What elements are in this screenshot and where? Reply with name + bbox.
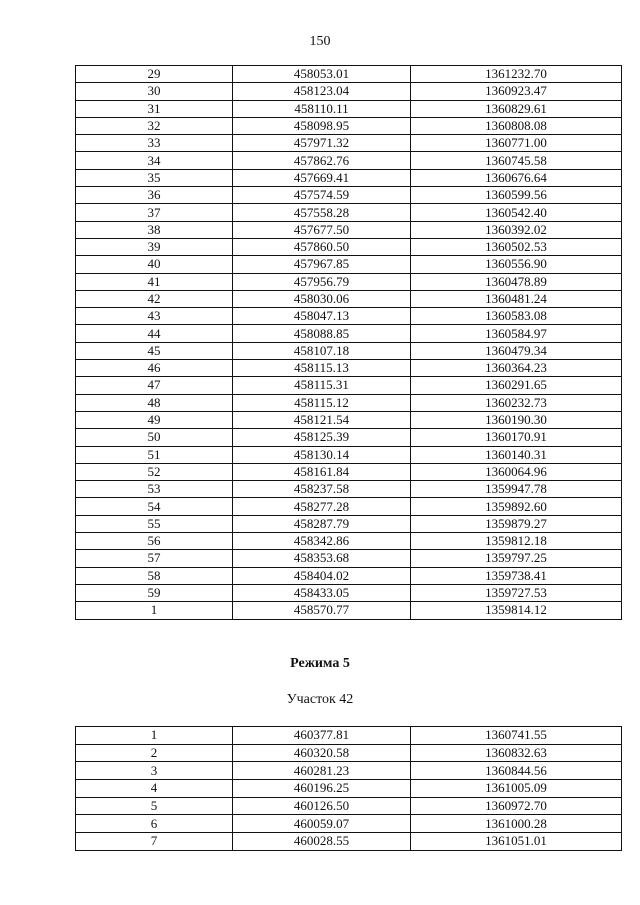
point-number-cell: 50	[76, 429, 233, 446]
table-row	[76, 135, 622, 152]
y-coordinate-cell: 1360364.23	[411, 360, 622, 377]
y-coordinate-cell: 1360170.91	[411, 429, 622, 446]
table-row	[76, 290, 622, 307]
x-coordinate-cell: 458287.79	[233, 515, 411, 532]
regime-heading: Режима 5	[290, 656, 350, 671]
table-row	[76, 463, 622, 480]
table-row	[76, 204, 622, 221]
x-coordinate-cell: 458130.14	[233, 446, 411, 463]
x-coordinate-cell: 460028.55	[233, 833, 411, 851]
x-coordinate-cell: 457669.41	[233, 169, 411, 186]
point-number-cell: 42	[76, 290, 233, 307]
x-coordinate-cell: 458107.18	[233, 342, 411, 359]
y-coordinate-cell: 1360392.02	[411, 221, 622, 238]
y-coordinate-cell: 1360064.96	[411, 463, 622, 480]
x-coordinate-cell: 457971.32	[233, 135, 411, 152]
y-coordinate-cell: 1360832.63	[411, 744, 622, 762]
x-coordinate-cell: 458047.13	[233, 308, 411, 325]
y-coordinate-cell: 1360771.00	[411, 135, 622, 152]
point-number-cell: 31	[76, 100, 233, 117]
x-coordinate-cell: 457677.50	[233, 221, 411, 238]
point-number-cell: 49	[76, 411, 233, 428]
y-coordinate-cell: 1360972.70	[411, 797, 622, 815]
x-coordinate-cell: 458237.58	[233, 481, 411, 498]
table-row	[76, 221, 622, 238]
point-number-cell: 57	[76, 550, 233, 567]
x-coordinate-cell: 458404.02	[233, 567, 411, 584]
table-row	[76, 273, 622, 290]
x-coordinate-cell: 457956.79	[233, 273, 411, 290]
table-row	[76, 100, 622, 117]
y-coordinate-cell: 1360808.08	[411, 117, 622, 134]
x-coordinate-cell: 458115.12	[233, 394, 411, 411]
x-coordinate-cell: 460377.81	[233, 727, 411, 745]
point-number-cell: 45	[76, 342, 233, 359]
y-coordinate-cell: 1360140.31	[411, 446, 622, 463]
y-coordinate-cell: 1360478.89	[411, 273, 622, 290]
table-row	[76, 833, 622, 851]
coordinates-table-2	[75, 726, 622, 851]
point-number-cell: 46	[76, 360, 233, 377]
table-row	[76, 481, 622, 498]
table-row	[76, 377, 622, 394]
y-coordinate-cell: 1360542.40	[411, 204, 622, 221]
plot-heading: Участок 42	[286, 692, 354, 707]
table-row	[76, 394, 622, 411]
point-number-cell: 48	[76, 394, 233, 411]
table-row	[76, 117, 622, 134]
y-coordinate-cell: 1359892.60	[411, 498, 622, 515]
y-coordinate-cell: 1360844.56	[411, 762, 622, 780]
y-coordinate-cell: 1361005.09	[411, 780, 622, 798]
x-coordinate-cell: 457574.59	[233, 187, 411, 204]
x-coordinate-cell: 460196.25	[233, 780, 411, 798]
table-row	[76, 360, 622, 377]
point-number-cell: 1	[76, 727, 233, 745]
y-coordinate-cell: 1360829.61	[411, 100, 622, 117]
x-coordinate-cell: 458110.11	[233, 100, 411, 117]
table-row	[76, 238, 622, 255]
y-coordinate-cell: 1360232.73	[411, 394, 622, 411]
point-number-cell: 41	[76, 273, 233, 290]
y-coordinate-cell: 1360745.58	[411, 152, 622, 169]
point-number-cell: 1	[76, 602, 233, 619]
x-coordinate-cell: 458115.13	[233, 360, 411, 377]
y-coordinate-cell: 1360583.08	[411, 308, 622, 325]
x-coordinate-cell: 458342.86	[233, 533, 411, 550]
point-number-cell: 2	[76, 744, 233, 762]
point-number-cell: 58	[76, 567, 233, 584]
table-row	[76, 83, 622, 100]
x-coordinate-cell: 460320.58	[233, 744, 411, 762]
point-number-cell: 4	[76, 780, 233, 798]
x-coordinate-cell: 458125.39	[233, 429, 411, 446]
y-coordinate-cell: 1359797.25	[411, 550, 622, 567]
point-number-cell: 52	[76, 463, 233, 480]
table-row	[76, 446, 622, 463]
point-number-cell: 30	[76, 83, 233, 100]
table-row	[76, 533, 622, 550]
point-number-cell: 3	[76, 762, 233, 780]
y-coordinate-cell: 1360502.53	[411, 238, 622, 255]
point-number-cell: 34	[76, 152, 233, 169]
point-number-cell: 6	[76, 815, 233, 833]
y-coordinate-cell: 1360479.34	[411, 342, 622, 359]
table-row	[76, 308, 622, 325]
y-coordinate-cell: 1360599.56	[411, 187, 622, 204]
x-coordinate-cell: 460059.07	[233, 815, 411, 833]
point-number-cell: 53	[76, 481, 233, 498]
x-coordinate-cell: 457860.50	[233, 238, 411, 255]
table-row	[76, 411, 622, 428]
table-row	[76, 152, 622, 169]
point-number-cell: 36	[76, 187, 233, 204]
table-row	[76, 429, 622, 446]
table-row	[76, 797, 622, 815]
x-coordinate-cell: 457862.76	[233, 152, 411, 169]
table-row	[76, 727, 622, 745]
y-coordinate-cell: 1360291.65	[411, 377, 622, 394]
y-coordinate-cell: 1360556.90	[411, 256, 622, 273]
table-row	[76, 584, 622, 601]
y-coordinate-cell: 1360676.64	[411, 169, 622, 186]
point-number-cell: 29	[76, 66, 233, 83]
point-number-cell: 51	[76, 446, 233, 463]
y-coordinate-cell: 1361232.70	[411, 66, 622, 83]
y-coordinate-cell: 1359814.12	[411, 602, 622, 619]
table-row	[76, 256, 622, 273]
x-coordinate-cell: 458121.54	[233, 411, 411, 428]
y-coordinate-cell: 1360190.30	[411, 411, 622, 428]
x-coordinate-cell: 458433.05	[233, 584, 411, 601]
y-coordinate-cell: 1360923.47	[411, 83, 622, 100]
page-number: 150	[309, 34, 331, 49]
y-coordinate-cell: 1359812.18	[411, 533, 622, 550]
point-number-cell: 59	[76, 584, 233, 601]
point-number-cell: 39	[76, 238, 233, 255]
y-coordinate-cell: 1361051.01	[411, 833, 622, 851]
y-coordinate-cell: 1360481.24	[411, 290, 622, 307]
table-row	[76, 187, 622, 204]
y-coordinate-cell: 1359738.41	[411, 567, 622, 584]
point-number-cell: 37	[76, 204, 233, 221]
point-number-cell: 47	[76, 377, 233, 394]
point-number-cell: 5	[76, 797, 233, 815]
table-row	[76, 762, 622, 780]
point-number-cell: 55	[76, 515, 233, 532]
x-coordinate-cell: 458030.06	[233, 290, 411, 307]
x-coordinate-cell: 460281.23	[233, 762, 411, 780]
coordinates-table-1	[75, 65, 622, 620]
table-row	[76, 780, 622, 798]
table-row	[76, 515, 622, 532]
point-number-cell: 43	[76, 308, 233, 325]
table-row	[76, 498, 622, 515]
x-coordinate-cell: 457967.85	[233, 256, 411, 273]
y-coordinate-cell: 1360584.97	[411, 325, 622, 342]
table-row	[76, 815, 622, 833]
point-number-cell: 32	[76, 117, 233, 134]
point-number-cell: 7	[76, 833, 233, 851]
x-coordinate-cell: 458115.31	[233, 377, 411, 394]
point-number-cell: 33	[76, 135, 233, 152]
point-number-cell: 44	[76, 325, 233, 342]
x-coordinate-cell: 458570.77	[233, 602, 411, 619]
x-coordinate-cell: 458053.01	[233, 66, 411, 83]
x-coordinate-cell: 458088.85	[233, 325, 411, 342]
x-coordinate-cell: 458098.95	[233, 117, 411, 134]
x-coordinate-cell: 458277.28	[233, 498, 411, 515]
point-number-cell: 56	[76, 533, 233, 550]
y-coordinate-cell: 1361000.28	[411, 815, 622, 833]
table-row	[76, 602, 622, 619]
y-coordinate-cell: 1359879.27	[411, 515, 622, 532]
table-row	[76, 567, 622, 584]
point-number-cell: 38	[76, 221, 233, 238]
y-coordinate-cell: 1359947.78	[411, 481, 622, 498]
x-coordinate-cell: 460126.50	[233, 797, 411, 815]
y-coordinate-cell: 1359727.53	[411, 584, 622, 601]
x-coordinate-cell: 458123.04	[233, 83, 411, 100]
point-number-cell: 35	[76, 169, 233, 186]
table-row	[76, 744, 622, 762]
table-row	[76, 66, 622, 83]
x-coordinate-cell: 458161.84	[233, 463, 411, 480]
point-number-cell: 54	[76, 498, 233, 515]
table-row	[76, 325, 622, 342]
x-coordinate-cell: 458353.68	[233, 550, 411, 567]
x-coordinate-cell: 457558.28	[233, 204, 411, 221]
point-number-cell: 40	[76, 256, 233, 273]
y-coordinate-cell: 1360741.55	[411, 727, 622, 745]
table-row	[76, 342, 622, 359]
table-row	[76, 169, 622, 186]
table-row	[76, 550, 622, 567]
